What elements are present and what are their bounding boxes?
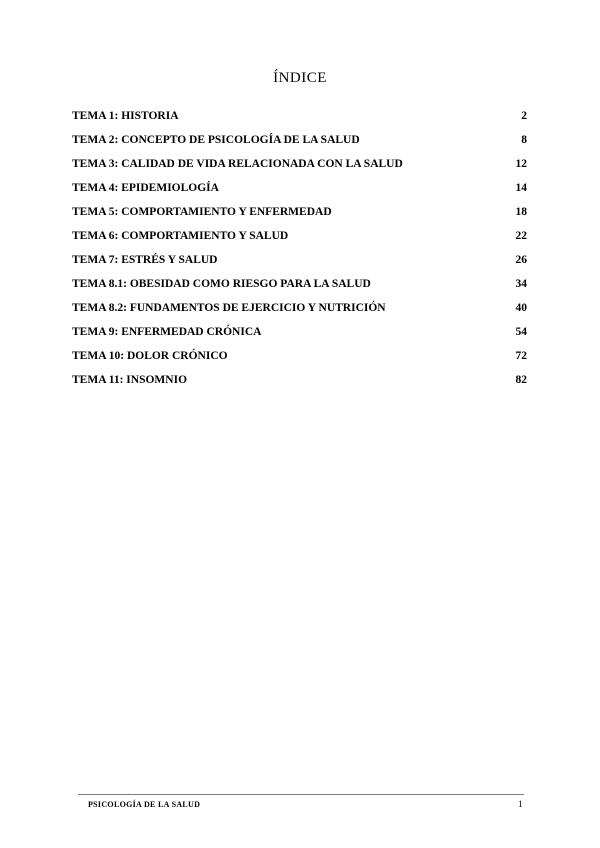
toc-entry-page: 72 bbox=[515, 350, 527, 362]
footer-divider bbox=[78, 794, 524, 795]
toc-entry-page: 8 bbox=[521, 134, 527, 146]
toc-entry-tema-2[interactable] bbox=[72, 134, 527, 158]
toc-entry-tema-11[interactable] bbox=[72, 374, 527, 398]
toc-entry-tema-7[interactable] bbox=[72, 254, 527, 278]
toc-entry-page: 18 bbox=[515, 206, 527, 218]
toc-entry-page: 54 bbox=[515, 326, 527, 338]
toc-entry-page: 34 bbox=[515, 278, 527, 290]
toc-entry-tema-5[interactable] bbox=[72, 206, 527, 230]
toc-entry-page: 22 bbox=[515, 230, 527, 242]
toc-entry-label: TEMA 10: DOLOR CRÓNICO bbox=[72, 350, 228, 362]
toc-entry-tema-10[interactable] bbox=[72, 350, 527, 374]
toc-entry-label: TEMA 9: ENFERMEDAD CRÓNICA bbox=[72, 326, 262, 338]
toc-entry-tema-6[interactable] bbox=[72, 230, 527, 254]
toc-entry-label: TEMA 1: HISTORIA bbox=[72, 110, 179, 122]
toc-entry-page: 40 bbox=[515, 302, 527, 314]
table-of-contents bbox=[72, 110, 527, 398]
toc-entry-page: 14 bbox=[515, 182, 527, 194]
page-title: ÍNDICE bbox=[273, 70, 327, 86]
toc-entry-label: TEMA 2: CONCEPTO DE PSICOLOGÍA DE LA SALUD bbox=[72, 134, 360, 146]
toc-entry-label: TEMA 11: INSOMNIO bbox=[72, 374, 188, 386]
toc-entry-page: 12 bbox=[515, 158, 527, 170]
toc-entry-label: TEMA 7: ESTRÉS Y SALUD bbox=[72, 254, 218, 266]
toc-entry-label: TEMA 8.2: FUNDAMENTOS DE EJERCICIO Y NUTRICIÓN bbox=[72, 302, 386, 314]
toc-entry-page: 2 bbox=[521, 110, 527, 122]
toc-entry-label: TEMA 8.1: OBESIDAD COMO RIESGO PARA LA SALUD bbox=[72, 278, 371, 290]
toc-entry-tema-9[interactable] bbox=[72, 326, 527, 350]
toc-entry-label: TEMA 6: COMPORTAMIENTO Y SALUD bbox=[72, 230, 289, 242]
footer-page-number: 1 bbox=[518, 799, 523, 809]
footer-document-title: PSICOLOGÍA DE LA SALUD bbox=[88, 800, 201, 809]
toc-entry-tema-1[interactable] bbox=[72, 110, 527, 134]
toc-entry-label: TEMA 4: EPIDEMIOLOGÍA bbox=[72, 182, 219, 194]
toc-entry-label: TEMA 5: COMPORTAMIENTO Y ENFERMEDAD bbox=[72, 206, 332, 218]
toc-entry-tema-8-1[interactable] bbox=[72, 278, 527, 302]
toc-entry-tema-8-2[interactable] bbox=[72, 302, 527, 326]
toc-entry-tema-4[interactable] bbox=[72, 182, 527, 206]
toc-entry-page: 26 bbox=[515, 254, 527, 266]
toc-entry-page: 82 bbox=[515, 374, 527, 386]
toc-entry-label: TEMA 3: CALIDAD DE VIDA RELACIONADA CON LA SALUD bbox=[72, 158, 403, 170]
toc-entry-tema-3[interactable] bbox=[72, 158, 527, 182]
